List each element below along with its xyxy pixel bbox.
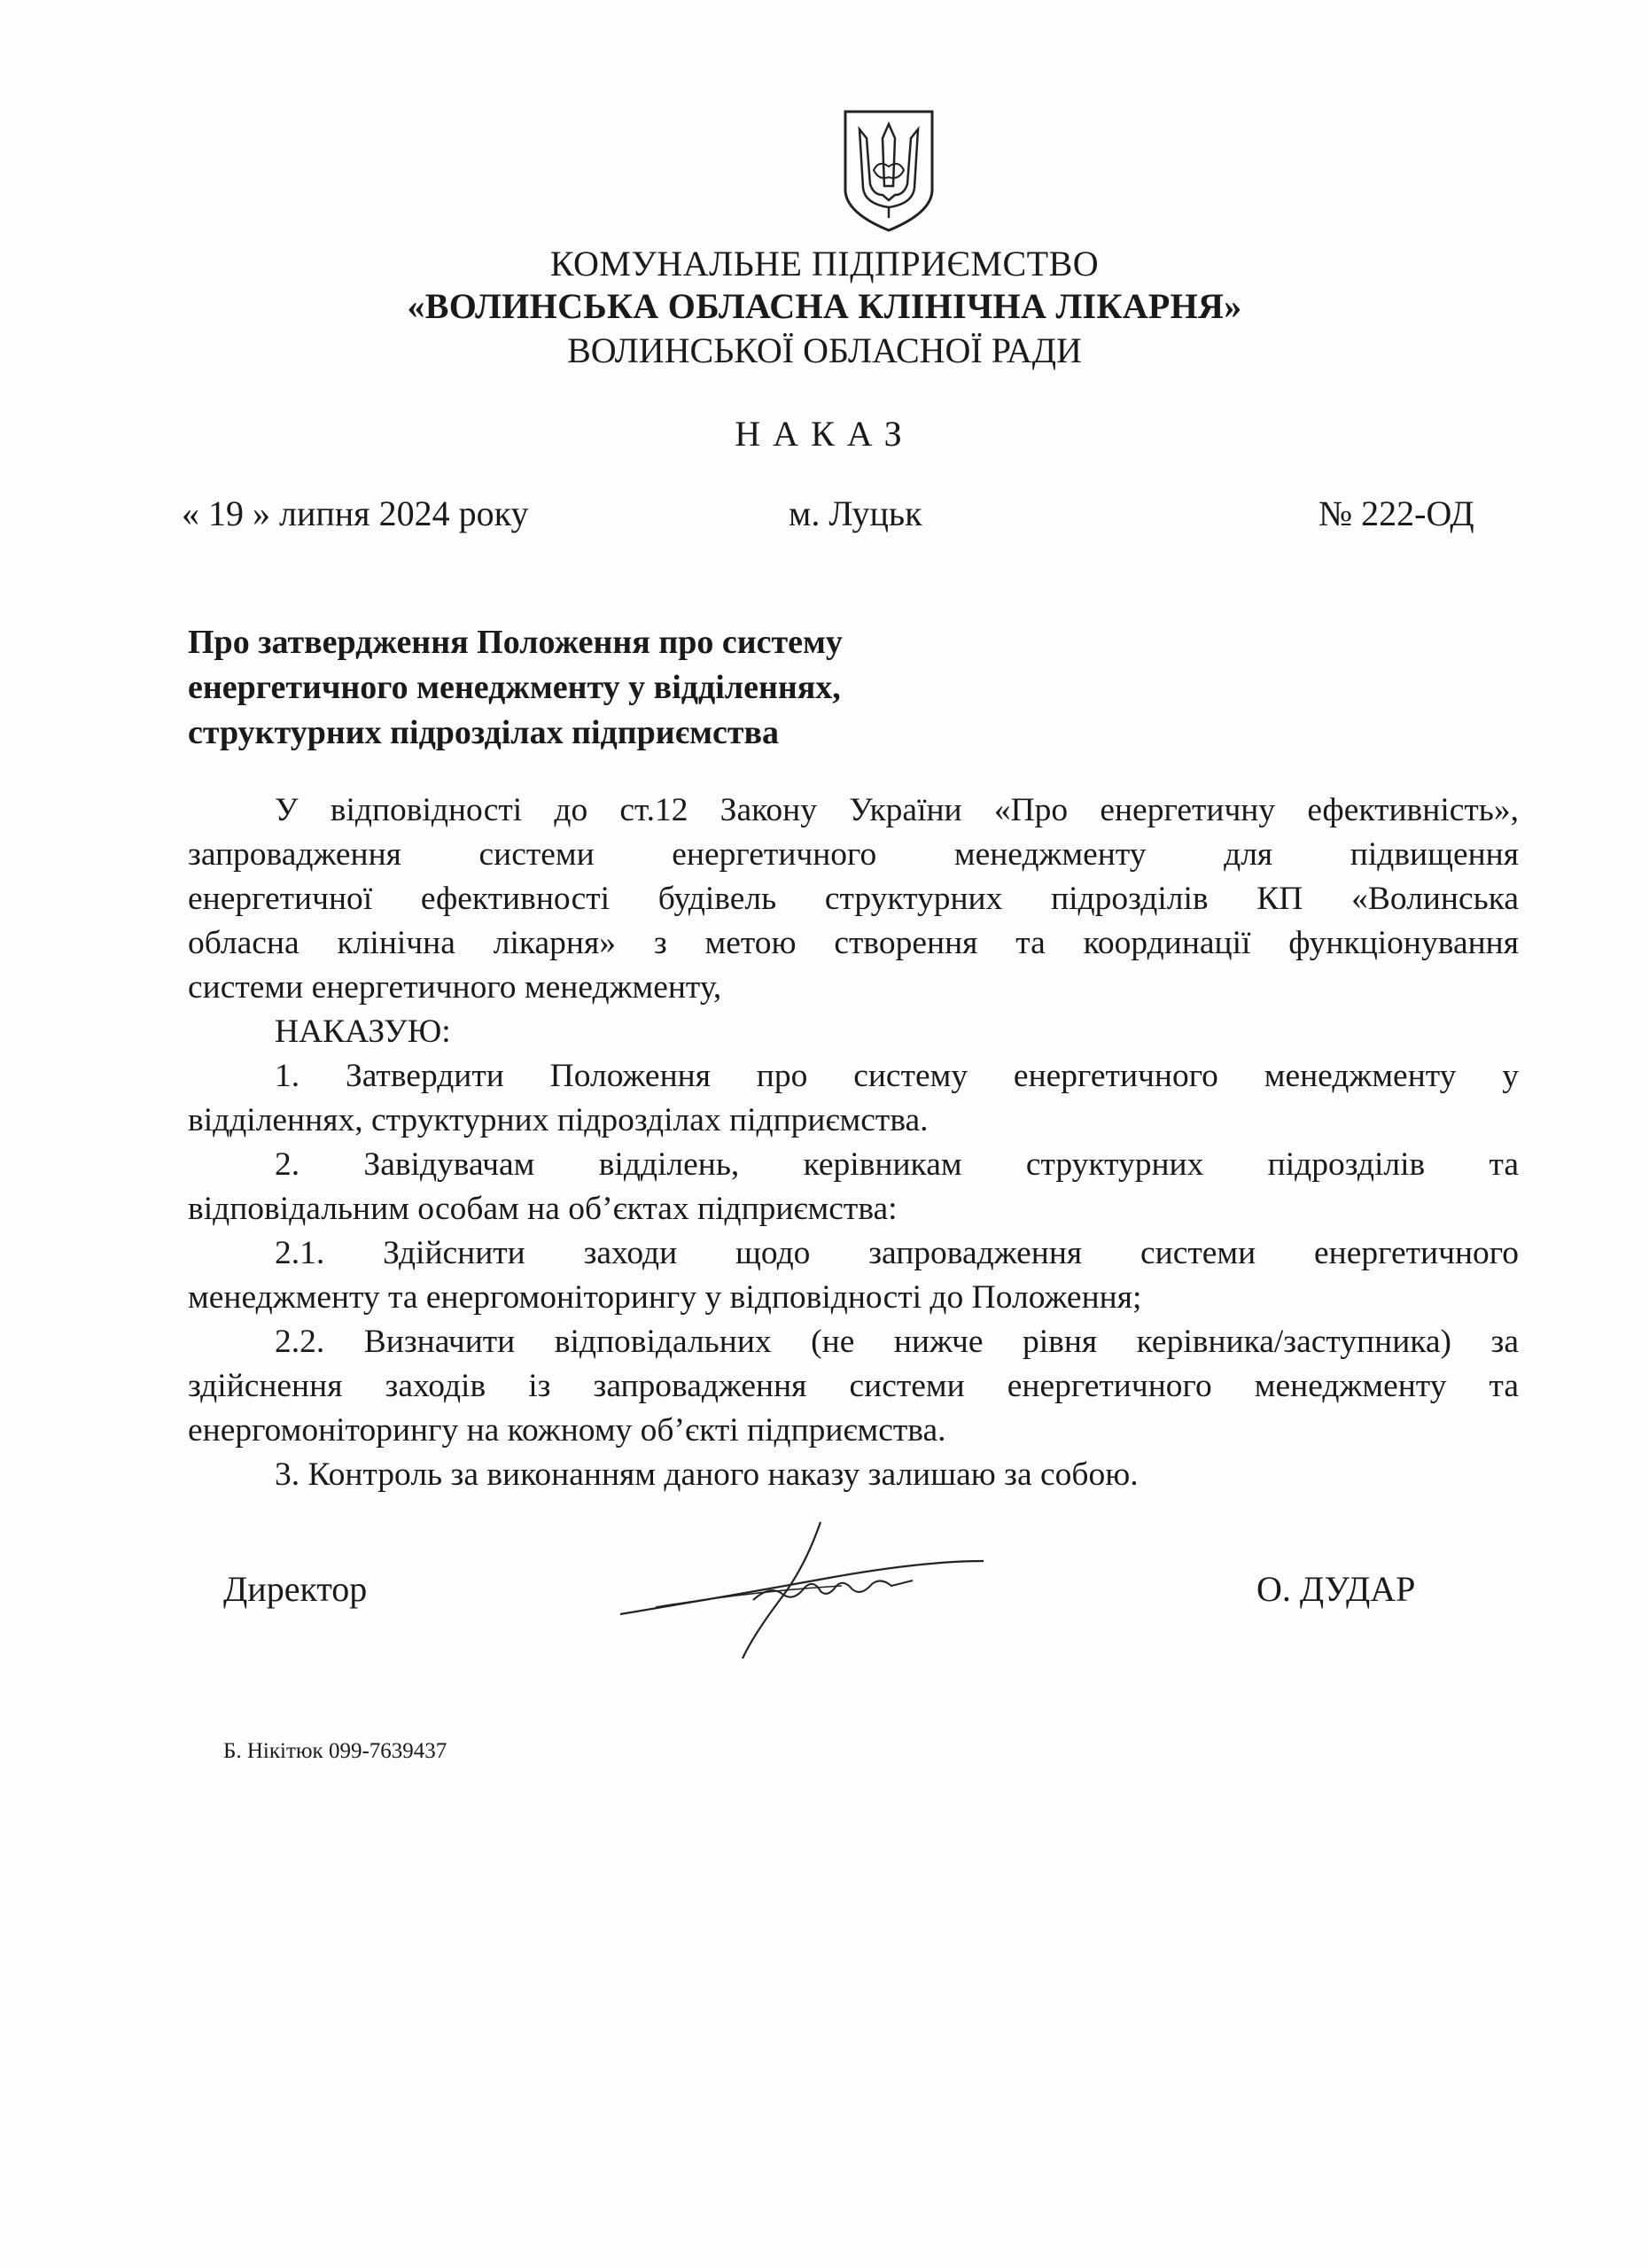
- body-line: менеджменту та енергомоніторингу у відповідності до Положення;: [188, 1279, 1142, 1316]
- item-2: [188, 1143, 1519, 1231]
- body-line: 2.1. Здійснити заходи щодо запровадження системи енергетичного: [275, 1235, 1519, 1271]
- preamble-paragraph: [188, 788, 1519, 1010]
- order-subject: [188, 620, 1340, 756]
- body-line: 2.2. Визначити відповідальних (не нижче рівня керівника/заступника) за: [275, 1324, 1519, 1360]
- body-line: 3. Контроль за виконанням даного наказу залишаю за собою.: [275, 1456, 1139, 1493]
- body-line: запровадження системи енергетичного менеджменту для підвищення: [188, 836, 1519, 873]
- body-line: обласна клінічна лікарня» з метою створення та координації функціонування: [188, 925, 1519, 961]
- body-line: енергомоніторингу на кожному об’єкті підприємства.: [188, 1412, 946, 1449]
- item-2-2: [188, 1320, 1519, 1453]
- org-name-line3: ВОЛИНСЬКОЇ ОБЛАСНОЇ РАДИ: [567, 330, 1082, 370]
- body-line: енергетичної ефективності будівель структурних підрозділів КП «Волинська: [188, 881, 1519, 917]
- order-number: № 222-ОД: [1318, 493, 1474, 533]
- org-name-line2: «ВОЛИНСЬКА ОБЛАСНА КЛІНІЧНА ЛІКАРНЯ»: [407, 286, 1242, 326]
- order-word: НАКАЗУЮ:: [275, 1014, 451, 1050]
- body-line: системи енергетичного менеджменту,: [188, 969, 722, 1006]
- order-title: НАКАЗ: [735, 414, 914, 454]
- body-line: 2. Завідувачам відділень, керівникам структурних підрозділів та: [275, 1146, 1519, 1183]
- item-3: [188, 1453, 1519, 1497]
- order-body: [188, 788, 1519, 1497]
- signatory-role: Директор: [223, 1569, 368, 1609]
- trident-emblem-icon: [840, 108, 937, 234]
- subject-line: структурних підрозділах підприємства: [188, 714, 780, 751]
- body-line: здійснення заходів із запровадження системи енергетичного менеджменту та: [188, 1368, 1519, 1404]
- executor-contact: Б. Нікітюк 099-7639437: [223, 1739, 447, 1763]
- subject-line: енергетичного менеджменту у відділеннях,: [188, 669, 841, 706]
- body-line: відповідальним особам на об’єктах підприємства:: [188, 1191, 898, 1227]
- order-city: м. Луцьк: [789, 493, 922, 533]
- signatory-name: О. ДУДАР: [1256, 1569, 1416, 1609]
- subject-line: Про затвердження Положення про систему: [188, 624, 843, 661]
- body-line: відділеннях, структурних підрозділах підприємства.: [188, 1102, 929, 1138]
- order-date: « 19 » липня 2024 року: [182, 493, 529, 533]
- org-name-line1: КОМУНАЛЬНЕ ПІДПРИЄМСТВО: [549, 244, 1100, 284]
- handwritten-signature: [620, 1515, 992, 1666]
- item-2-1: [188, 1231, 1519, 1320]
- item-1: [188, 1054, 1519, 1143]
- body-line: У відповідності до ст.12 Закону України «Про енергетичну ефективність»,: [275, 792, 1519, 828]
- order-word-paragraph: [188, 1010, 1519, 1054]
- body-line: 1. Затвердити Положення про систему енергетичного менеджменту у: [275, 1058, 1519, 1094]
